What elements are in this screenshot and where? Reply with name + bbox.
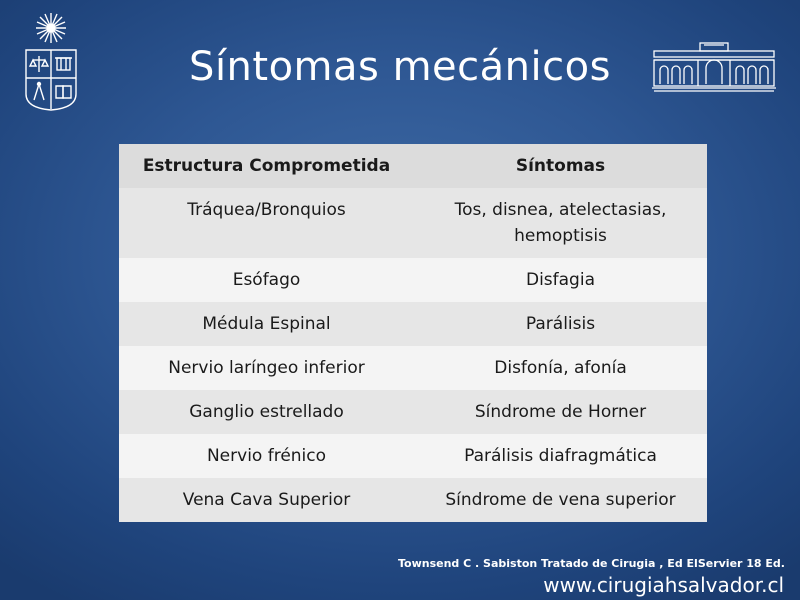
structure-cell: Vena Cava Superior [119,478,414,522]
table-row [119,188,707,258]
structure-cell: Nervio frénico [119,434,414,478]
reference-citation: Townsend C . Sabiston Tratado de Cirugia , Ed ElServier 18 Ed. [398,557,785,570]
table-row [119,390,707,434]
symptoms-table-container [119,144,707,522]
structure-cell: Tráquea/Bronquios [119,188,414,258]
structure-cell: Nervio laríngeo inferior [119,346,414,390]
symptoms-cell: Tos, disnea, atelectasias, hemoptisis [414,188,707,258]
structure-cell: Esófago [119,258,414,302]
table-row [119,434,707,478]
website-url: www.cirugiahsalvador.cl [543,573,784,597]
structure-cell: Médula Espinal [119,302,414,346]
structure-cell: Ganglio estrellado [119,390,414,434]
table-row [119,302,707,346]
slide-title: Síntomas mecánicos [189,44,611,90]
symptoms-cell: Síndrome de Horner [414,390,707,434]
symptoms-cell: Parálisis [414,302,707,346]
symptoms-cell: Síndrome de vena superior [414,478,707,522]
column-header-symptoms: Síntomas [414,144,707,188]
symptoms-cell: Parálisis diafragmática [414,434,707,478]
table-row [119,258,707,302]
table-row [119,346,707,390]
table-header-row [119,144,707,188]
column-header-structure: Estructura Comprometida [119,144,414,188]
symptoms-cell: Disfagia [414,258,707,302]
table-row [119,478,707,522]
symptoms-cell: Disfonía, afonía [414,346,707,390]
symptoms-table [119,144,707,522]
